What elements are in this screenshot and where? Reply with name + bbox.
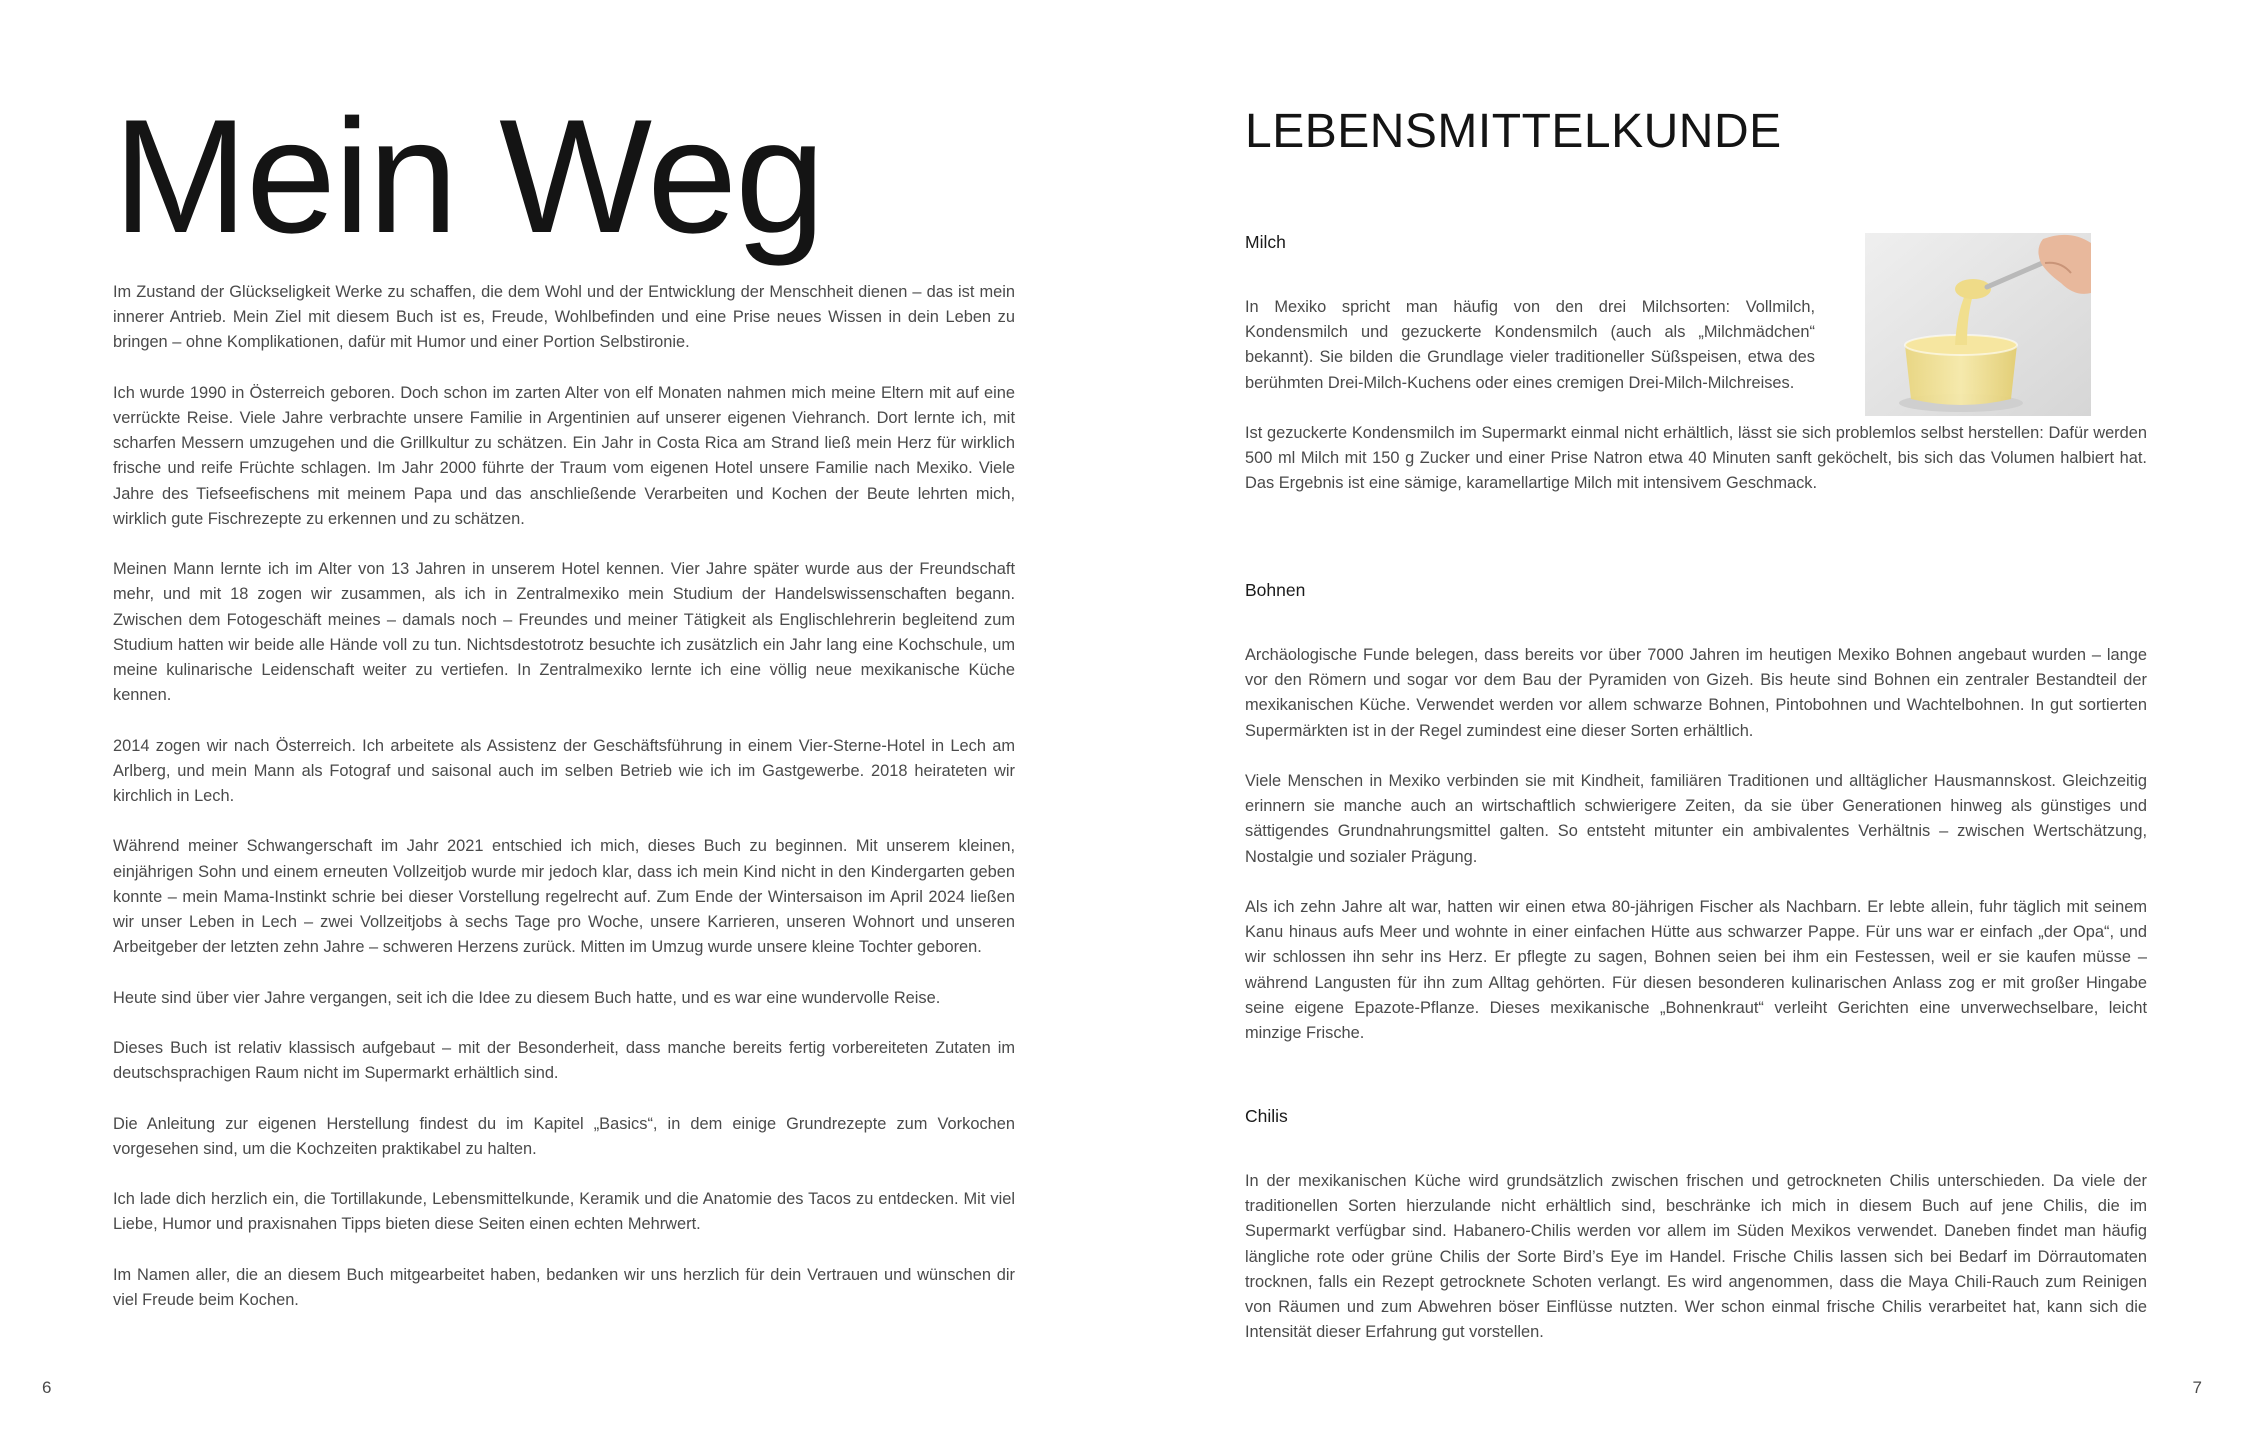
paragraph: Viele Menschen in Mexiko verbinden sie mit Kindheit, familiären Traditionen und alltäglicher Hausmannskost. Gleichzeitig erinnern sie manche auch an wirtschaftlich schwierigere Zeiten, da sie über Generationen hinweg als günstiges und sättigendes Grundnahrungsmittel galten. So entsteht mitunter ein ambivalentes Verhältnis – zwischen Wertschätzung, Nostalgie und sozialer Prägung. [1245,772,2147,866]
beans-text [1245,643,2147,1046]
paragraph: In Mexiko spricht man häufig von den drei Milchsorten: Vollmilch, Kondensmilch und gezuckerte Kondensmilch (auch als „Milchmädchen“ bekannt). Sie bilden die Grundlage vieler traditioneller Süßspeisen, etwa des berühmten Drei-Milch-Kuchens oder eines cremigen Drei-Milch-Milchreises. [1245,298,1815,392]
page-number-right: 7 [2192,1378,2202,1397]
beans-heading: Bohnen [1245,580,1306,600]
paragraph: Dieses Buch ist relativ klassisch aufgebaut – mit der Besonderheit, dass manche bereits fertig vorbereiteten Zutaten im deutschsprachigen Raum nicht im Supermarkt erhältlich sind. [113,1039,1015,1083]
paragraph: Die Anleitung zur eigenen Herstellung findest du im Kapitel „Basics“, in dem einige Grundrezepte zum Vorkochen vorgesehen sind, um die Kochzeiten praktikabel zu halten. [113,1114,1015,1158]
paragraph: Im Zustand der Glückseligkeit Werke zu schaffen, die dem Wohl und der Entwicklung der Menschheit dienen – das ist mein innerer Antrieb. Mein Ziel mit diesem Buch ist es, Freude, Wohlbefinden und eine Prise neues Wissen in dein Leben zu bringen – ohne Komplikationen, dafür mit Humor und einer Portion Selbstironie. [113,283,1015,352]
paragraph: Ich wurde 1990 in Österreich geboren. Doch schon im zarten Alter von elf Monaten nahmen mich meine Eltern mit auf eine verrückte Reise. Viele Jahre verbrachte unsere Familie in Argentinien auf unserer eigenen Viehranch. Dort lernte ich, mit scharfen Messern umzugehen und die Grillkultur zu schätzen. Ein Jahr in Costa Rica am Strand ließ mein Herz für wirklich frische und reife Früchte schlagen. Im Jahr 2000 führte der Traum vom eigenen Hotel unsere Familie nach Mexiko. Viele Jahre des Tiefseefischens mit meinem Papa und das anschließende Verarbeiten und Kochen der Beute lehrten mich, wirklich gute Fischrezepte zu erkennen und zu schätzen. [113,383,1015,528]
milk-body-text [1245,421,2147,497]
right-page [1122,0,2244,1446]
milk-section [1245,230,2147,522]
paragraph: Ist gezuckerte Kondensmilch im Supermarkt einmal nicht erhältlich, lässt sie sich problemlos selbst herstellen: Dafür werden 500 ml Milch mit 150 g Zucker und einer Prise Natron etwa 40 Minuten sanft geköchelt, bis sich das Volumen halbiert hat. Das Ergebnis ist eine sämige, karamellartige Milch mit intensivem Geschmack. [1245,424,2147,493]
condensed-milk-illustration [1865,233,2091,416]
milk-heading: Milch [1245,232,1286,252]
chilis-section [1245,1104,2147,1371]
intro-text [113,280,1015,1338]
page-number-left: 6 [42,1378,52,1397]
chilis-text [1245,1169,2147,1345]
beans-section [1245,578,2147,1071]
paragraph: 2014 zogen wir nach Österreich. Ich arbeitete als Assistenz der Geschäftsführung in einem Vier-Sterne-Hotel in Lech am Arlberg, und mein Mann als Fotograf und saisonal auch im selben Betrieb wie ich im Gastgewerbe. 2018 heirateten wir kirchlich in Lech. [113,736,1015,806]
paragraph: Während meiner Schwangerschaft im Jahr 2021 entschied ich mich, dieses Buch zu beginnen. Mit unserem kleinen, einjährigen Sohn und einem erneuten Vollzeitjob wurde mir jedoch klar, dass ich mein Kind nicht in den Kindergarten geben konnte – mein Mama-Instinkt schrie bei dieser Vorstellung regelrecht auf. Zum Ende der Wintersaison im April 2024 ließen wir unser Leben in Lech – zwei Vollzeitjobs à sechs Tage pro Woche, unsere Karrieren, unseren Wohnort und unseren Arbeitgeber der letzten zehn Jahre – schweren Herzens zurück. Mitten im Umzug wurde unsere kleine Tochter geboren. [113,837,1015,957]
paragraph: Heute sind über vier Jahre vergangen, seit ich die Idee zu diesem Buch hatte, und es war eine wundervolle Reise. [113,988,941,1007]
section-title: LEBENSMITTELKUNDE [1245,105,1782,158]
milk-lead-text [1245,295,1815,396]
paragraph: Archäologische Funde belegen, dass bereits vor über 7000 Jahren im heutigen Mexiko Bohnen angebaut wurden – lange vor den Römern und sogar vor dem Bau der Pyramiden von Gizeh. Bis heute sind Bohnen ein zentraler Bestandteil der mexikanischen Küche. Verwendet werden vor allem schwarze Bohnen, Pintobohnen und Wachtelbohnen. In gut sortierten Supermärkten ist in der Regel zumindest eine dieser Sorten erhältlich. [1245,646,2147,740]
page-title: Mein Weg [113,86,824,267]
paragraph: Im Namen aller, die an diesem Buch mitgearbeitet haben, bedanken wir uns herzlich für dein Vertrauen und wünschen dir viel Freude beim Kochen. [113,1265,1015,1309]
paragraph: Ich lade dich herzlich ein, die Tortillakunde, Lebensmittelkunde, Keramik und die Anatomie des Tacos zu entdecken. Mit viel Liebe, Humor und praxisnahen Tipps bieten diese Seiten einen echten Mehrwert. [113,1190,1015,1234]
paragraph: Als ich zehn Jahre alt war, hatten wir einen etwa 80-jährigen Fischer als Nachbarn. Er lebte allein, fuhr täglich mit seinem Kanu hinaus aufs Meer und wohnte in einer einfachen Hütte aus schwarzer Pappe. Für uns war er einfach „der Opa“, und wir schlossen ihn sehr ins Herz. Er pflegte zu sagen, Bohnen seien bei ihm ein Festessen, weil er sie kaufen müsse – während Langusten für ihn zum Alltag gehörten. Für diesen besonderen kulinarischen Anlass zog er mit großer Hingabe seine eigene Epazote-Pflanze. Dieses mexikanische „Bohnenkraut“ verleiht Gerichten eine unverwechselbare, leicht minzige Frische. [1245,898,2147,1043]
paragraph: Meinen Mann lernte ich im Alter von 13 Jahren in unserem Hotel kennen. Vier Jahre später wurde aus der Freundschaft mehr, und mit 18 zogen wir zusammen, als ich in Zentralmexiko mein Studium der Handelswissenschaften begann. Zwischen dem Fotogeschäft meines – damals noch – Freundes und meiner Tätigkeit als Englischlehrerin begleitend zum Studium hatten wir beide alle Hände voll zu tun. Nichtsdestotrotz besuchte ich zusätzlich ein Jahr lang eine Kochschule, um meine kulinarische Leidenschaft weiter zu vertiefen. In Zentralmexiko lernte ich eine völlig neue mexikanische Küche kennen. [113,560,1015,705]
chilis-heading: Chilis [1245,1106,1288,1126]
paragraph: In der mexikanischen Küche wird grundsätzlich zwischen frischen und getrockneten Chilis unterschieden. Da viele der traditionellen Sorten hierzulande nicht erhältlich sind, beschränke ich mich in diesem Buch auf jene Chilis, die im Supermarkt verfügbar sind. Habanero-Chilis werden vor allem im Süden Mexikos verwendet. Daneben findet man häufig längliche rote oder grüne Chilis der Sorte Bird’s Eye im Handel. Frische Chilis lassen sich bei Bedarf im Dörrautomaten trocknen, falls ein Rezept getrocknete Schoten verlangt. Es wird angenommen, dass die Maya Chili-Rauch zum Reinigen von Räumen und zum Abwehren böser Einflüsse nutzten. Wer schon einmal frische Chilis verarbeitet hat, kann sich die Intensität dieser Erfahrung gut vorstellen. [1245,1172,2147,1342]
condensed-milk-photo [1865,233,2091,416]
